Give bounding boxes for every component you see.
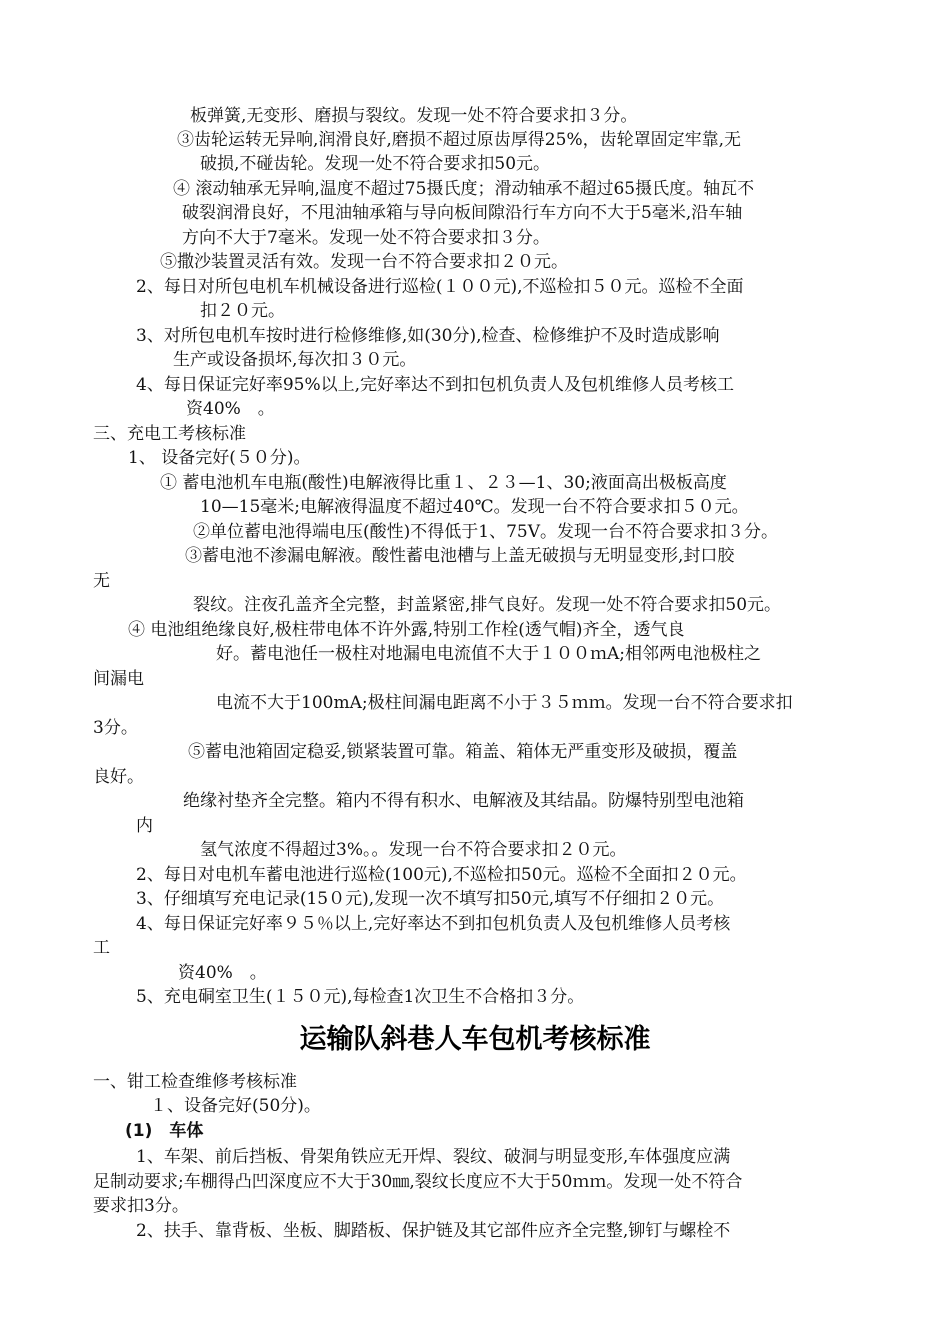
text-line: １、设备完好(50分)。 xyxy=(150,1096,321,1116)
text-line: 方向不大于7毫米。发现一处不符合要求扣３分。 xyxy=(182,228,550,248)
section-heading: 一、钳工检查维修考核标准 xyxy=(93,1072,297,1092)
text-line: 要求扣3分。 xyxy=(93,1196,189,1216)
text-line: 2、每日对电机车蓄电池进行巡检(100元),不巡检扣50元。巡检不全面扣２０元。 xyxy=(136,865,747,885)
subsection-heading: (1) 车体 xyxy=(125,1121,204,1141)
text-line: 足制动要求;车棚得凸凹深度应不大于30㎜,裂纹长度应不大于50ｍｍ。发现一处不符合 xyxy=(93,1172,743,1192)
text-line: ③蓄电池不渗漏电解液。酸性蓄电池槽与上盖无破损与无明显变形,封口胶 xyxy=(185,546,735,566)
text-line: 1、 设备完好(５０分)。 xyxy=(128,448,311,468)
text-line: 3、仔细填写充电记录(15０元),发现一次不填写扣50元,填写不仔细扣２０元。 xyxy=(136,889,725,909)
text-line: 好。蓄电池任一极柱对地漏电电流值不大于１００ｍA;相邻两电池极柱之 xyxy=(216,644,762,664)
text-line: 绝缘衬垫齐全完整。箱内不得有积水、电解液及其结晶。防爆特别型电池箱 xyxy=(183,791,744,811)
text-line: 板弹簧,无变形、磨损与裂纹。发现一处不符合要求扣３分。 xyxy=(190,106,638,126)
text-line: 内 xyxy=(136,816,153,836)
text-line: 2、扶手、靠背板、坐板、脚踏板、保护链及其它部件应齐全完整,铆钉与螺栓不 xyxy=(136,1221,731,1241)
document-title: 运输队斜巷人车包机考核标准 xyxy=(299,1024,651,1055)
text-line: ②单位蓄电池得端电压(酸性)不得低于1、75V。发现一台不符合要求扣３分。 xyxy=(193,522,778,542)
text-line: ③齿轮运转无异响,润滑良好,磨损不超过原齿厚得25%，齿轮罩固定牢靠,无 xyxy=(177,130,741,150)
text-line: 裂纹。注夜孔盖齐全完整，封盖紧密,排气良好。发现一处不符合要求扣50元。 xyxy=(193,595,782,615)
text-line: 扣２０元。 xyxy=(200,301,285,321)
text-line: 无 xyxy=(93,571,110,591)
text-line: ⑤蓄电池箱固定稳妥,锁紧装置可靠。箱盖、箱体无严重变形及破损，覆盖 xyxy=(188,742,738,762)
text-line: 2、每日对所包电机车机械设备进行巡检(１００元),不巡检扣５０元。巡检不全面 xyxy=(136,277,744,297)
text-line: 氢气浓度不得超过3%。。发现一台不符合要求扣２０元。 xyxy=(200,840,627,860)
text-line: 3分。 xyxy=(93,718,138,738)
text-line: 3、对所包电机车按时进行检修维修,如(30分),检查、检修维护不及时造成影响 xyxy=(136,326,720,346)
text-line: 工 xyxy=(93,938,110,958)
text-line: 4、每日保证完好率９５％以上,完好率达不到扣包机负责人及包机维修人员考核 xyxy=(136,914,731,934)
text-line: 10—15毫米;电解液得温度不超过40℃。发现一台不符合要求扣５０元。 xyxy=(200,497,749,517)
text-line: 生产或设备损坏,每次扣３０元。 xyxy=(173,350,417,370)
text-line: ④ 电池组绝缘良好,极柱带电体不许外露,特别工作栓(透气帽)齐全，透气良 xyxy=(128,620,685,640)
text-line: 破裂润滑良好，不甩油轴承箱与导向板间隙沿行车方向不大于5毫米,沿车轴 xyxy=(182,203,743,223)
text-line: 间漏电 xyxy=(93,669,144,689)
text-line: 良好。 xyxy=(93,767,144,787)
section-heading: 三、充电工考核标准 xyxy=(93,424,246,444)
text-line: ① 蓄电池机车电瓶(酸性)电解液得比重１、２３—1、30;液面高出极板高度 xyxy=(160,473,727,493)
text-line: 破损,不碰齿轮。发现一处不符合要求扣50元。 xyxy=(200,154,551,174)
text-line: 电流不大于100mA;极柱间漏电距离不小于３５ｍｍ。发现一台不符合要求扣 xyxy=(216,693,793,713)
text-line: 1、车架、前后挡板、骨架角铁应无开焊、裂纹、破洞与明显变形,车体强度应满 xyxy=(136,1147,731,1167)
text-line: 资40% 。 xyxy=(186,399,275,419)
text-line: 4、每日保证完好率95%以上,完好率达不到扣包机负责人及包机维修人员考核工 xyxy=(136,375,735,395)
text-line: 5、充电硐室卫生(１５０元),每检查1次卫生不合格扣３分。 xyxy=(136,987,585,1007)
text-line: ④ 滚动轴承无异响,温度不超过75摄氏度；滑动轴承不超过65摄氏度。轴瓦不 xyxy=(173,179,755,199)
text-line: ⑤撒沙装置灵活有效。发现一台不符合要求扣２０元。 xyxy=(160,252,568,272)
text-line: 资40% 。 xyxy=(178,963,267,983)
